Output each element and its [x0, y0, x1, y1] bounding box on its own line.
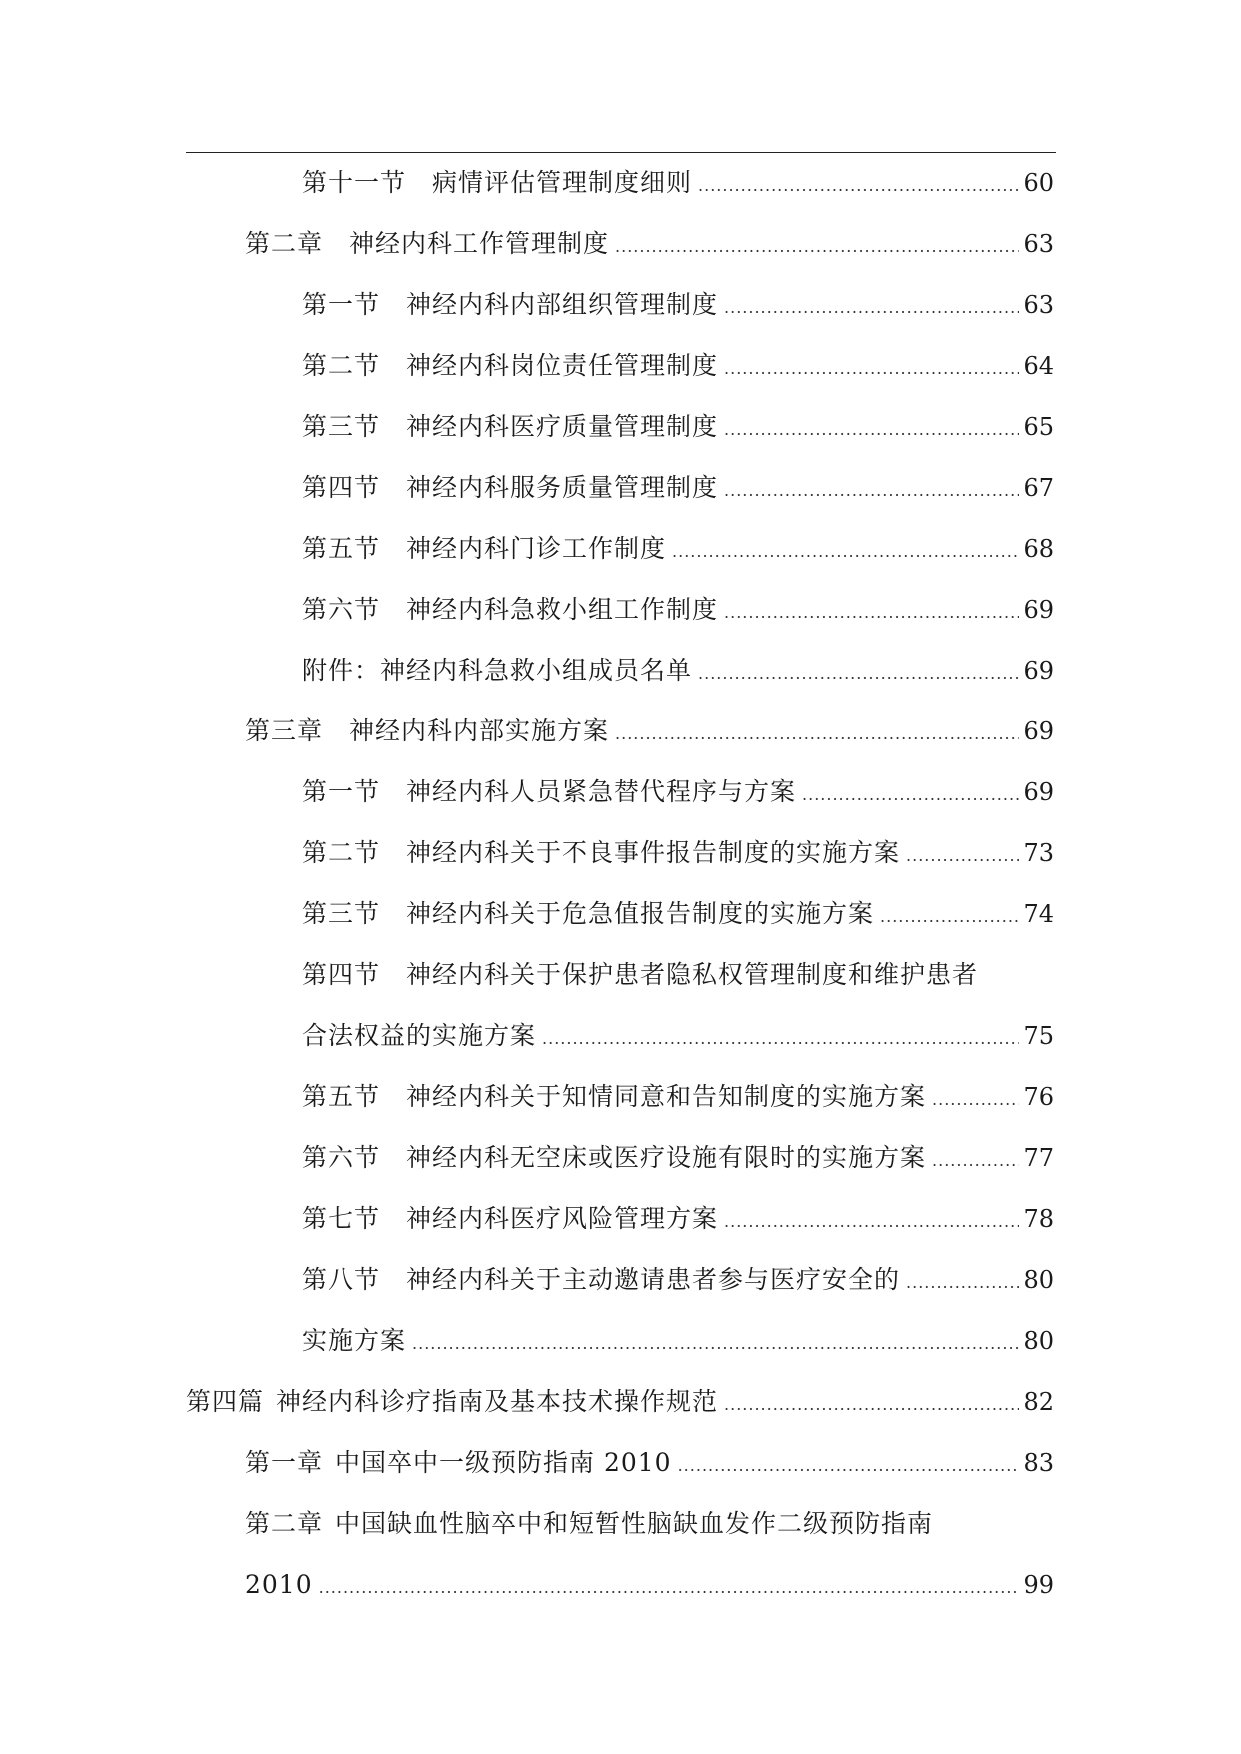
- dot-leader: [319, 1571, 1020, 1605]
- toc-entry-label: 第六节: [302, 1143, 381, 1172]
- toc-entry-label: 第四篇: [186, 1387, 265, 1416]
- toc-page-number: 68: [1023, 535, 1054, 563]
- toc-entry-title: 神经内科关于危急值报告制度的实施方案: [406, 899, 875, 928]
- toc-entry[interactable]: [245, 227, 1054, 261]
- toc-entry-label: 第一节: [302, 290, 381, 319]
- toc-entry-label: 第三节: [302, 899, 381, 928]
- toc-entry[interactable]: [302, 1141, 1054, 1175]
- toc-entry-label: 第五节: [302, 534, 381, 563]
- toc-entry-label: 第三章: [245, 716, 324, 745]
- toc-entry-label: 第三节: [302, 412, 381, 441]
- dot-leader: [724, 1205, 1019, 1239]
- toc-entry[interactable]: [302, 836, 1054, 870]
- dot-leader: [932, 1144, 1019, 1178]
- toc-entry-label: 第二章: [245, 1509, 324, 1538]
- toc-entry[interactable]: [302, 471, 1054, 505]
- toc-page-number: 80: [1023, 1266, 1054, 1294]
- toc-entry-title: 中国缺血性脑卒中和短暂性脑缺血发作二级预防指南: [335, 1509, 934, 1538]
- toc-entry-title: 神经内科关于不良事件报告制度的实施方案: [406, 838, 901, 867]
- dot-leader: [906, 839, 1019, 873]
- dot-leader: [615, 230, 1019, 264]
- toc-entry-title: 神经内科医疗风险管理方案: [406, 1204, 719, 1233]
- toc-entry-label: 第七节: [302, 1204, 381, 1233]
- toc-entry[interactable]: [302, 349, 1054, 383]
- toc-page-number: 75: [1023, 1022, 1054, 1050]
- dot-leader: [724, 596, 1019, 630]
- dot-leader: [672, 535, 1019, 569]
- toc-entry-title: 神经内科内部实施方案: [349, 716, 610, 745]
- toc-entry-title: 神经内科医疗质量管理制度: [406, 412, 719, 441]
- toc-entry-title: 神经内科人员紧急替代程序与方案: [406, 777, 797, 806]
- toc-entry[interactable]: [302, 1080, 1054, 1114]
- toc-page-number: 83: [1023, 1449, 1054, 1477]
- toc-page-number: 69: [1023, 717, 1054, 745]
- dot-leader: [906, 1266, 1019, 1300]
- toc-page-number: 60: [1023, 169, 1054, 197]
- toc-entry-title: 中国卒中一级预防指南 2010: [335, 1448, 672, 1477]
- dot-leader: [880, 900, 1019, 934]
- toc-entry[interactable]: [302, 958, 978, 992]
- toc-entry-label: 第四节: [302, 960, 381, 989]
- toc-entry-label: 第四节: [302, 473, 381, 502]
- toc-entry-title: 神经内科急救小组工作制度: [406, 595, 719, 624]
- toc-entry[interactable]: [302, 1202, 1054, 1236]
- toc-entry[interactable]: [245, 1507, 933, 1541]
- toc-entry[interactable]: [245, 1446, 1054, 1480]
- toc-entry-title: 神经内科工作管理制度: [349, 229, 610, 258]
- toc-entry-title: 神经内科内部组织管理制度: [406, 290, 719, 319]
- toc-page-number: 63: [1023, 230, 1054, 258]
- toc-entry[interactable]: [302, 654, 1054, 688]
- toc-entry-title: 神经内科诊疗指南及基本技术操作规范: [276, 1387, 719, 1416]
- toc-entry-label: 第八节: [302, 1265, 381, 1294]
- toc-page-number: 99: [1023, 1571, 1054, 1599]
- toc-entry-continuation-text: 合法权益的实施方案: [302, 1021, 537, 1050]
- toc-entry-label: 第六节: [302, 595, 381, 624]
- toc-entry-label: 第二章: [245, 229, 324, 258]
- toc-entry-label: 第五节: [302, 1082, 381, 1111]
- toc-entry[interactable]: [302, 897, 1054, 931]
- dot-leader: [678, 1449, 1020, 1483]
- dot-leader: [412, 1327, 1019, 1361]
- dot-leader: [615, 717, 1019, 751]
- toc-entry-label: 第十一节: [302, 168, 407, 197]
- toc-entry[interactable]: [302, 1263, 1054, 1297]
- toc-page-number: 77: [1023, 1144, 1054, 1172]
- toc-entry[interactable]: [302, 410, 1054, 444]
- dot-leader: [724, 474, 1019, 508]
- toc-entry-title: 神经内科关于保护患者隐私权管理制度和维护患者: [406, 960, 979, 989]
- toc-entry-title: 神经内科门诊工作制度: [406, 534, 667, 563]
- dot-leader: [932, 1083, 1019, 1117]
- toc-entry-title: 神经内科关于知情同意和告知制度的实施方案: [406, 1082, 927, 1111]
- toc-page-number: 80: [1023, 1327, 1054, 1355]
- toc-page-number: 73: [1023, 839, 1054, 867]
- toc-entry-title: 病情评估管理制度细则: [432, 168, 693, 197]
- dot-leader: [698, 169, 1019, 203]
- toc-page-number: 69: [1023, 778, 1054, 806]
- toc-entry[interactable]: [302, 593, 1054, 627]
- toc-entry-continuation-text: 实施方案: [302, 1326, 407, 1355]
- toc-page-number: 76: [1023, 1083, 1054, 1111]
- toc-page-number: 63: [1023, 291, 1054, 319]
- toc-entry[interactable]: [302, 166, 1054, 200]
- toc-page-number: 65: [1023, 413, 1054, 441]
- toc-entry-label: 第一节: [302, 777, 381, 806]
- toc-page-number: 64: [1023, 352, 1054, 380]
- toc-page-number: 69: [1023, 657, 1054, 685]
- toc-entry-label: 第二节: [302, 351, 381, 380]
- toc-entry[interactable]: [186, 1385, 1054, 1419]
- toc-entry-continuation[interactable]: [302, 1019, 1054, 1053]
- toc-entry-label: 第一章: [245, 1448, 324, 1477]
- toc-entry-label: 附件：神经内科急救小组成员名单: [302, 656, 693, 685]
- toc-page-number: 69: [1023, 596, 1054, 624]
- dot-leader: [724, 1388, 1019, 1422]
- toc-entry-title: 神经内科关于主动邀请患者参与医疗安全的: [406, 1265, 901, 1294]
- toc-entry[interactable]: [302, 288, 1054, 322]
- toc-entry[interactable]: [245, 714, 1054, 748]
- dot-leader: [542, 1022, 1019, 1056]
- toc-entry-title: 神经内科服务质量管理制度: [406, 473, 719, 502]
- toc-page-number: 74: [1023, 900, 1054, 928]
- toc-entry-continuation-text: 2010: [245, 1570, 313, 1599]
- dot-leader: [724, 291, 1019, 325]
- toc-entry-title: 神经内科无空床或医疗设施有限时的实施方案: [406, 1143, 927, 1172]
- toc-entry-title: 神经内科岗位责任管理制度: [406, 351, 719, 380]
- toc-entry[interactable]: [302, 775, 1054, 809]
- toc-page-number: 78: [1023, 1205, 1054, 1233]
- toc-page-number: 82: [1023, 1388, 1054, 1416]
- toc-page-number: 67: [1023, 474, 1054, 502]
- toc-entry[interactable]: [302, 532, 1054, 566]
- dot-leader: [724, 413, 1019, 447]
- dot-leader: [802, 778, 1019, 812]
- toc-entry-continuation[interactable]: [245, 1568, 1054, 1602]
- dot-leader: [724, 352, 1019, 386]
- toc-entry-continuation[interactable]: [302, 1324, 1054, 1358]
- toc-entry-label: 第二节: [302, 838, 381, 867]
- dot-leader: [698, 657, 1019, 691]
